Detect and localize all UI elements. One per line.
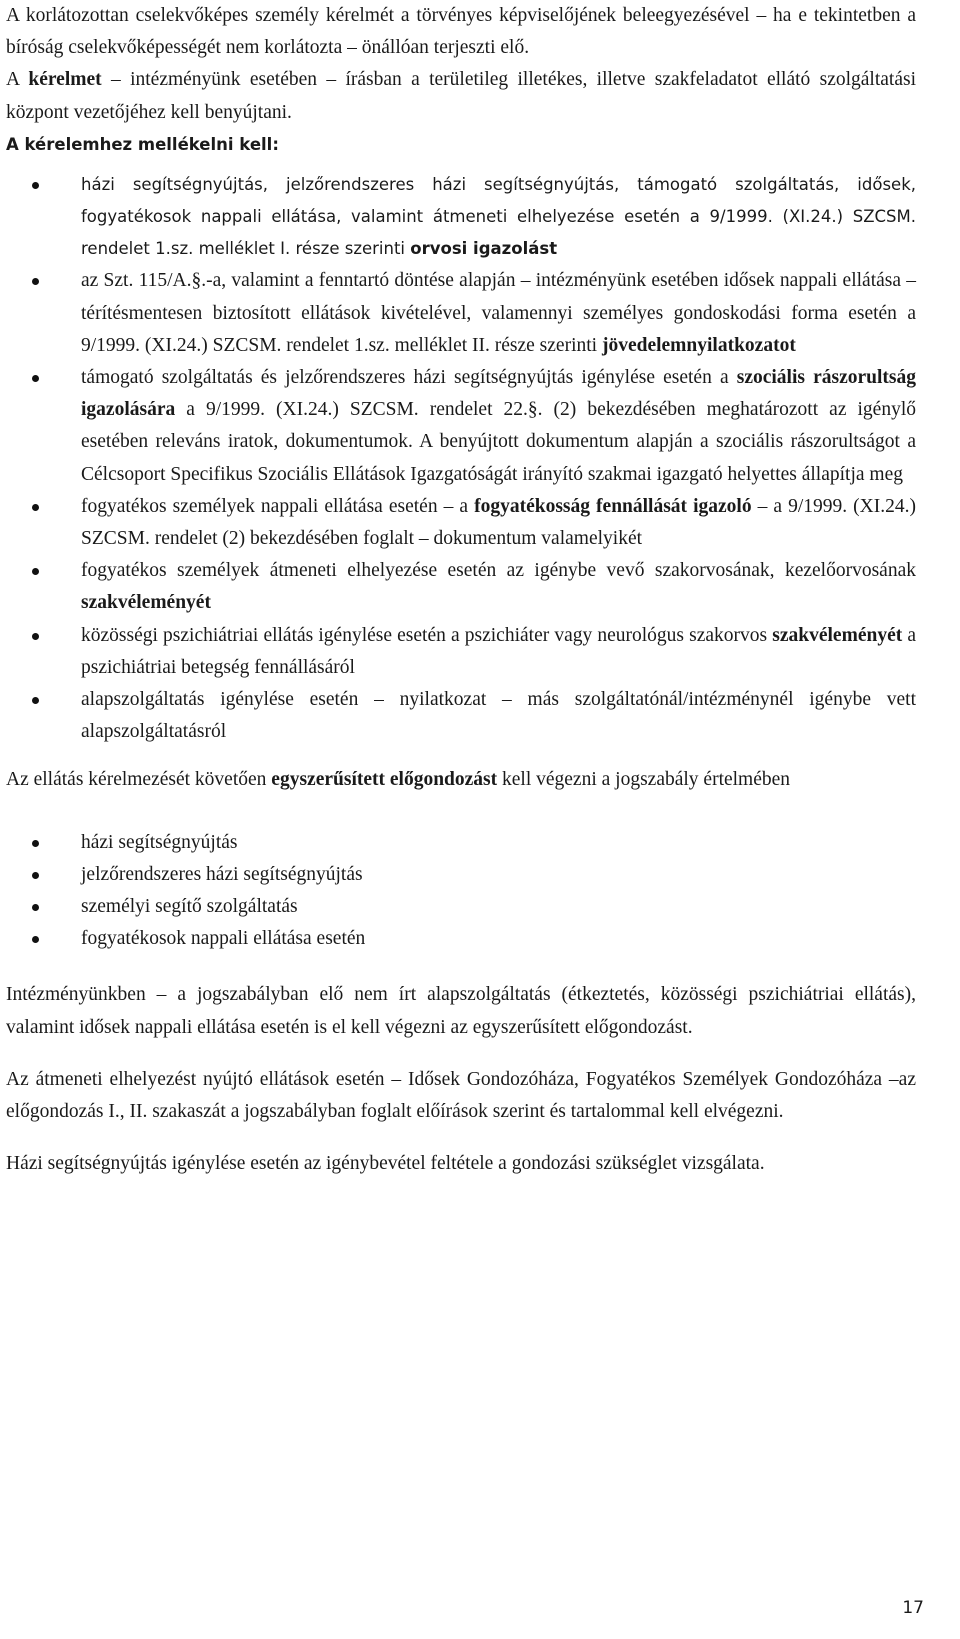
list-item: házi segítségnyújtás, jelzőrendszeres házi segítségnyújtás, támogató szolgáltatás, idősek, fogyatékosok nappali ellátása, valamint átmeneti elhelyezése esetén a 9/1999. (XI.24.) SZCSM. rendelet 1.sz. melléklet I. része szerinti orvosi igazolást (6, 169, 916, 266)
list-item: fogyatékos személyek átmeneti elhelyezése esetén az igénybe vevő szakorvosának, kezelőorvosának szakvéleményét (6, 555, 916, 619)
list-item: közösségi pszichiátriai ellátás igénylése esetén a pszichiáter vagy neurológus szakorvos szakvéleményét a pszichiátriai betegség fennállásáról (6, 620, 916, 684)
paragraph-kerelmet: A kérelmet – intézményünk esetében – írásban a területileg illetékes, illetve szakfeladatot ellátó szolgáltatási központ vezetőjéhez kell benyújtani. (6, 69, 916, 123)
bullet-icon (32, 872, 39, 879)
bullet-icon (32, 633, 39, 640)
bullet-icon (32, 697, 39, 704)
bullet-icon (32, 904, 39, 911)
bullet-icon (32, 936, 39, 943)
heading-attachments: A kérelemhez mellékelni kell: (6, 134, 279, 154)
page-number: 17 (902, 1598, 924, 1618)
list-item: az Szt. 115/A.§.-a, valamint a fenntartó döntése alapján – intézményünk esetében idősek nappali ellátása – térítésmentesen biztosított ellátások kivételével, valamennyi személyes gondoskodási forma esetén a 9/1999. (XI.24.) SZCSM. rendelet 1.sz. melléklet II. része szerinti jövedelemnyilatkozatot (6, 265, 916, 362)
list-item: jelzőrendszeres házi segítségnyújtás (6, 859, 916, 891)
paragraph-intro: A korlátozottan cselekvőképes személy kérelmét a törvényes képviselőjének beleegyezésével – ha e tekintetben a bíróság cselekvőképességét nem korlátozta – önállóan terjeszti elő. (6, 5, 916, 59)
paragraph-intezmeny: Intézményünkben – a jogszabályban elő nem írt alapszolgáltatás (étkeztetés, közösségi pszichiátriai ellátás), valamint idősek nappali ellátása esetén is el kell végezni az egyszerűsített előgondozást. (6, 984, 916, 1038)
bullet-icon (32, 568, 39, 575)
bullet-icon (32, 840, 39, 847)
list-item: fogyatékosok nappali ellátása esetén (6, 923, 916, 955)
list-item: támogató szolgáltatás és jelzőrendszeres házi segítségnyújtás igénylése esetén a szociális rászorultság igazolására a 9/1999. (XI.24.) SZCSM. rendelet 22.§. (2) bekezdésében meghatározott az igénylő esetében releváns iratok, dokumentumok. A benyújtott dokumentum alapján a szociális rászorultságot a Célcsoport Specifikus Szociális Ellátások Igazgatóságát irányító szakmai igazgató helyettes állapítja meg (6, 362, 916, 491)
bullet-icon (32, 278, 39, 285)
document-page (6, 0, 916, 1181)
paragraph-hazi: Házi segítségnyújtás igénylése esetén az igénybevétel feltétele a gondozási szükséglet vizsgálata. (6, 1153, 765, 1175)
attachments-list (6, 169, 916, 749)
bullet-icon (32, 375, 39, 382)
bullet-icon (32, 504, 39, 511)
list-item: alapszolgáltatás igénylése esetén – nyilatkozat – más szolgáltatónál/intézménynél igénybe vett alapszolgáltatásról (6, 684, 916, 748)
bullet-icon (32, 182, 39, 189)
list-item: házi segítségnyújtás (6, 827, 916, 859)
paragraph-ellatas: Az ellátás kérelmezését követően egyszerűsített előgondozást kell végezni a jogszabály értelmében (6, 769, 791, 791)
services-list (6, 827, 916, 956)
paragraph-atmeneti: Az átmeneti elhelyezést nyújtó ellátások esetén – Idősek Gondozóháza, Fogyatékos Személyek Gondozóháza –az előgondozás I., II. szakaszát a jogszabályban foglalt előírások szerint és tartalommal kell elvégezni. (6, 1068, 916, 1123)
list-item: személyi segítő szolgáltatás (6, 891, 916, 923)
list-item: fogyatékos személyek nappali ellátása esetén – a fogyatékosság fennállását igazoló – a 9/1999. (XI.24.) SZCSM. rendelet (2) bekezdésében foglalt – dokumentum valamelyikét (6, 491, 916, 555)
bold-kerelmet: kérelmet (28, 69, 102, 91)
